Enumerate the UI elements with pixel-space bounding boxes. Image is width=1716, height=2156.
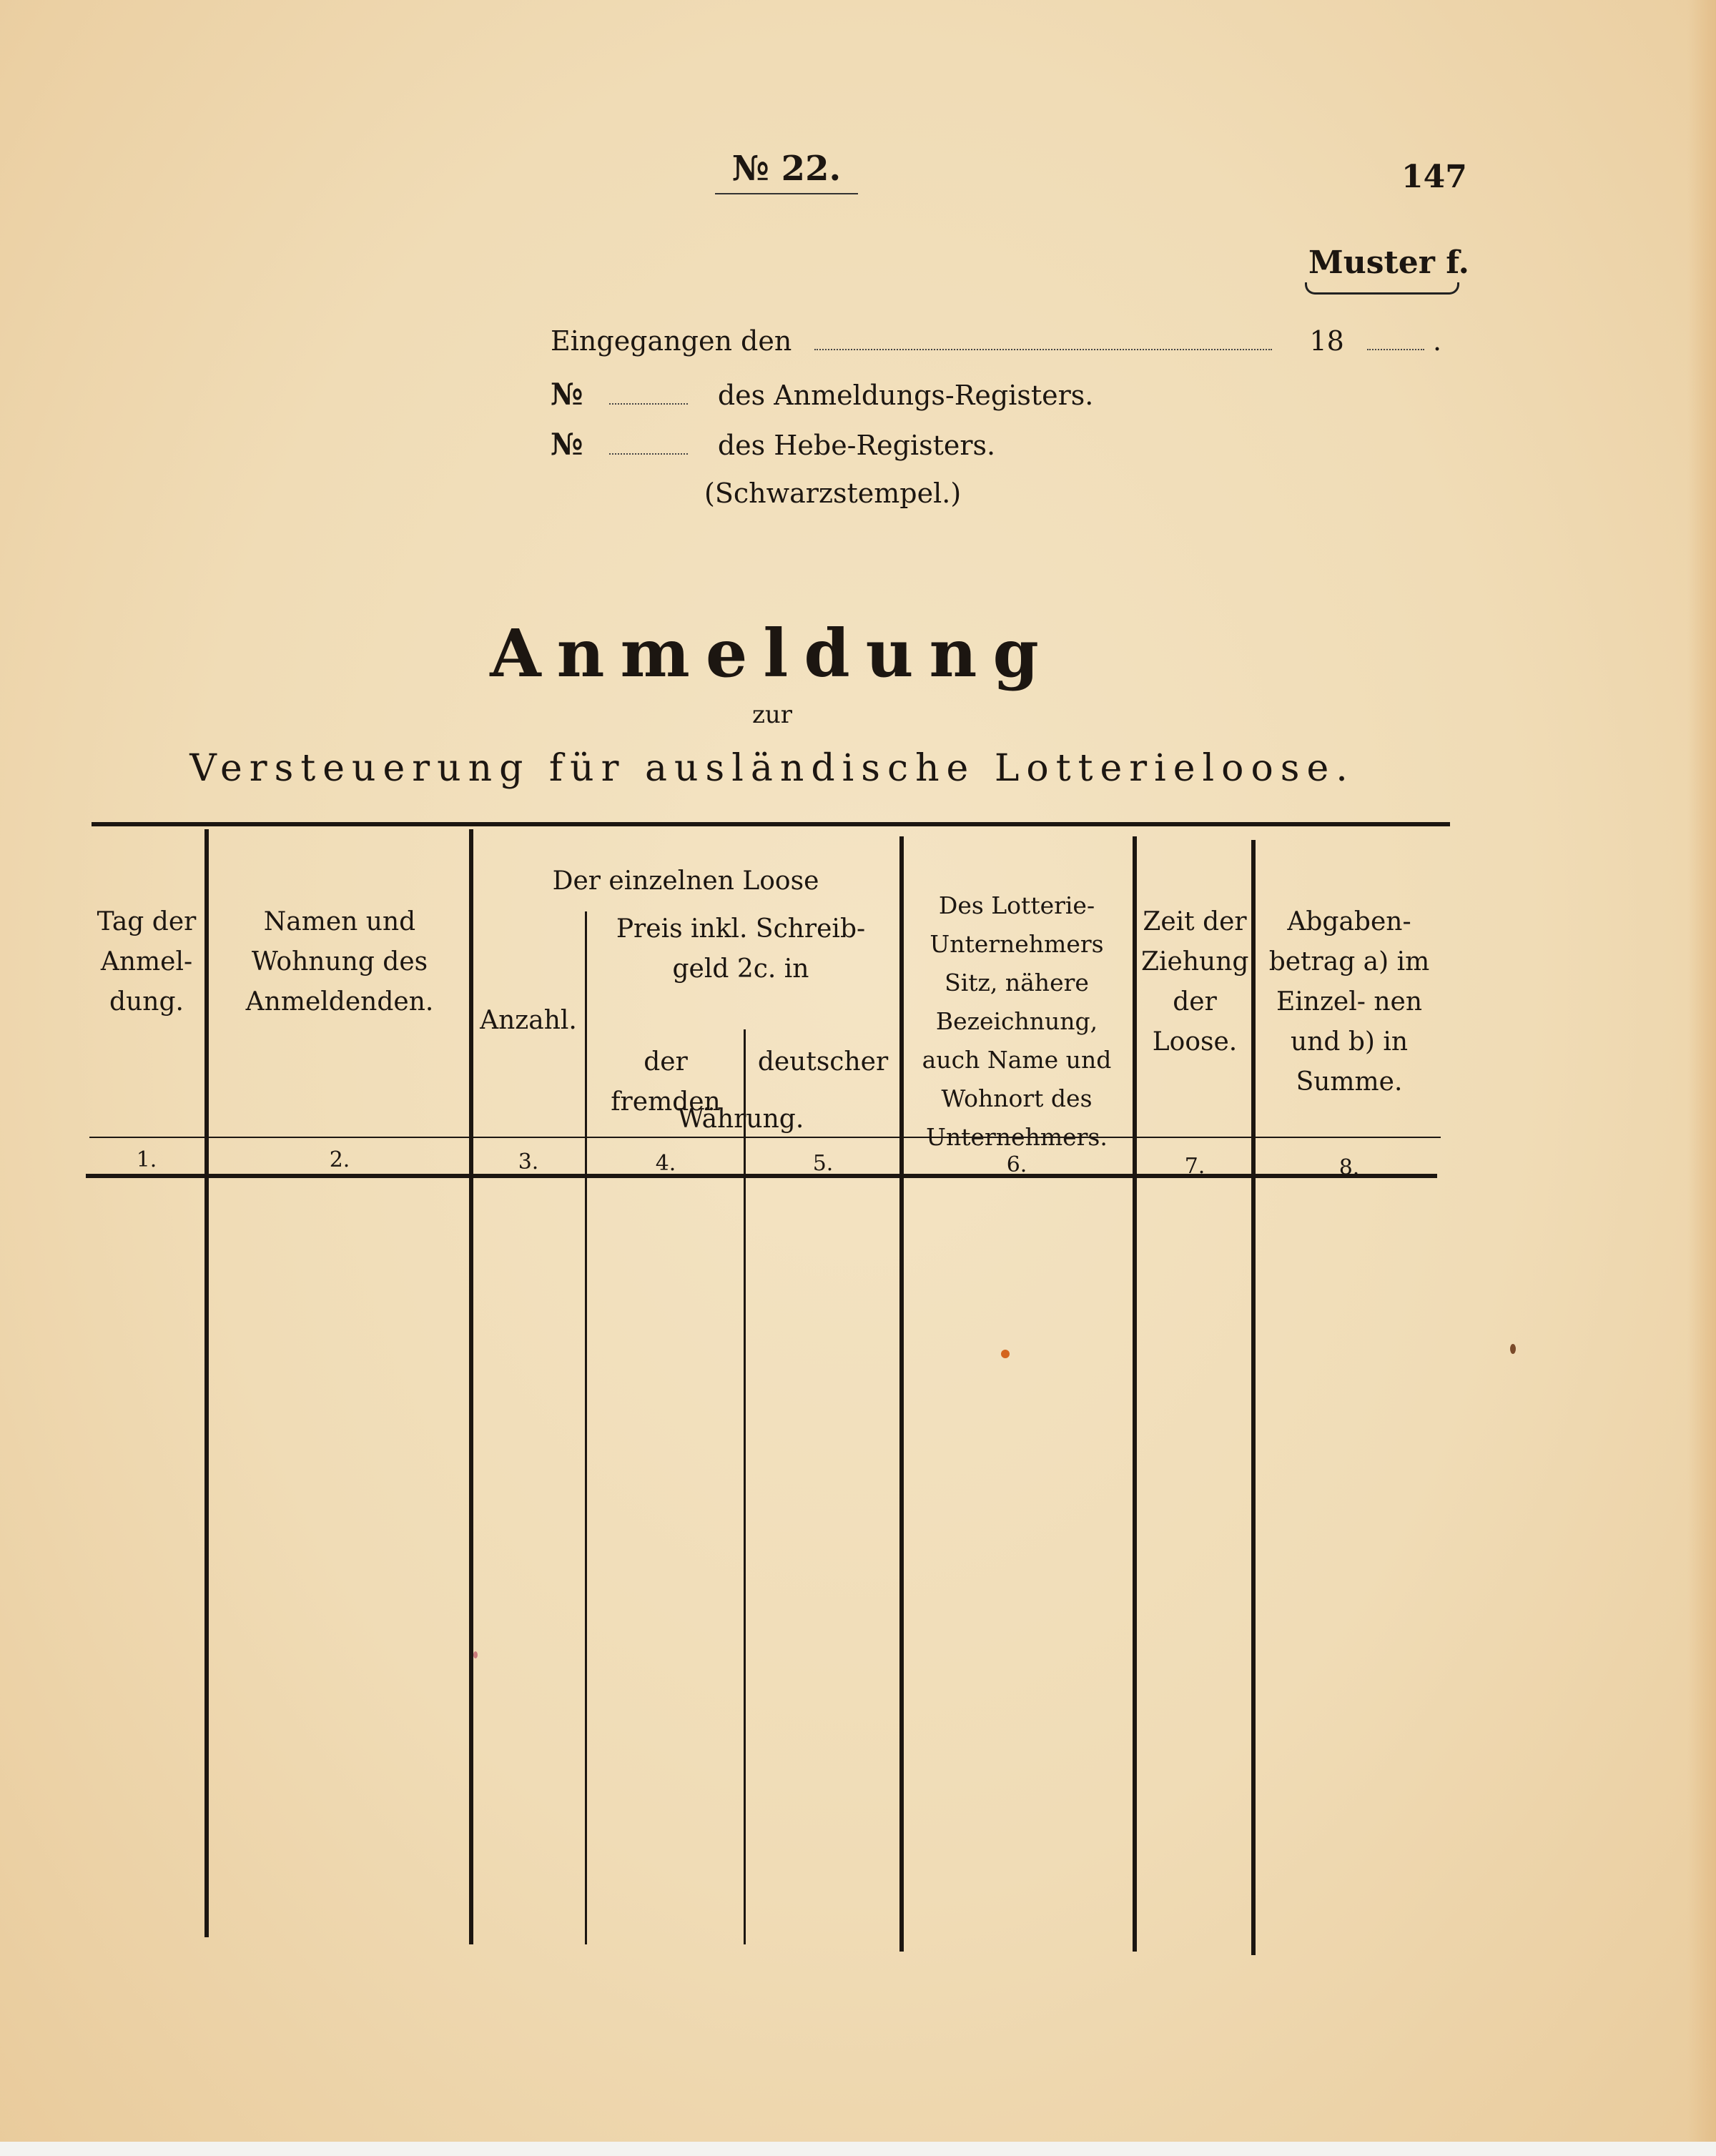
column-header-6: Des Lotterie- Unternehmers Sitz, nähere Bezeichnung, auch Name und Wohnort des Unternehmers. (922, 891, 1112, 1151)
column-number-8: 8. (1338, 1155, 1360, 1180)
register-2-blank (609, 453, 688, 455)
register-1-label: des Anmeldungs-Registers. (717, 380, 1094, 411)
column-header-3: Anzahl. (480, 1006, 577, 1035)
form-label: Muster f. (1308, 244, 1469, 281)
page-edge-right (1687, 0, 1716, 2156)
column-divider-4 (744, 1029, 746, 1944)
column-header-1: Tag der Anmel- dung. (97, 907, 197, 1017)
paper-spot (1001, 1350, 1010, 1358)
document-title: Anmeldung (490, 615, 1055, 692)
register-line-2 (551, 427, 995, 462)
form-label-brace (1305, 282, 1459, 295)
date-blank (814, 349, 1272, 350)
register-line-1 (551, 377, 1093, 412)
number-symbol: № (551, 377, 583, 412)
column-number-7: 7. (1184, 1154, 1205, 1179)
register-1-blank (609, 403, 688, 405)
year-prefix: 18 (1309, 325, 1344, 357)
register-2-label: des Hebe-Registers. (717, 430, 996, 461)
currency-footer: Währung. (677, 1104, 804, 1134)
column-number-4: 4. (655, 1151, 676, 1176)
column-header-2: Namen und Wohnung des Anmeldenden. (245, 907, 434, 1017)
column-header-8: Abgaben- betrag a) im Einzel- nen und b) in Summe. (1268, 907, 1430, 1097)
column-number-3: 3. (518, 1149, 539, 1175)
received-label: Eingegangen den (551, 325, 792, 357)
year-blank (1367, 349, 1424, 350)
price-header: Preis inkl. Schreib- geld 2c. in (616, 914, 866, 984)
column-divider-5 (899, 836, 904, 1952)
issue-number: № 22. (715, 149, 858, 194)
column-number-6: 6. (1006, 1152, 1027, 1177)
group-header: Der einzelnen Loose (552, 866, 819, 896)
column-divider-6 (1133, 836, 1137, 1952)
column-divider-7 (1251, 840, 1256, 1955)
table-top-rule (92, 822, 1450, 826)
column-divider-2 (469, 829, 473, 1944)
received-line (551, 325, 1441, 357)
column-number-2: 2. (329, 1147, 350, 1172)
page-edge-bottom (0, 2142, 1716, 2156)
column-number-1: 1. (136, 1147, 157, 1172)
document-subtitle: Versteuerung für ausländische Lotterieloose. (189, 747, 1355, 790)
stamp-note: (Schwarzstempel.) (704, 478, 962, 509)
column-header-7: Zeit der Ziehung der Loose. (1141, 907, 1249, 1057)
year-suffix: . (1433, 325, 1442, 357)
spacer (586, 902, 901, 904)
title-connector: zur (751, 701, 793, 729)
column-divider-3 (585, 911, 587, 1944)
column-divider-1 (204, 829, 209, 1937)
number-symbol: № (551, 427, 583, 462)
paper-spot (1510, 1344, 1516, 1354)
column-number-5: 5. (812, 1151, 834, 1176)
column-header-4: der fremden (611, 1047, 721, 1117)
paper-spot (473, 1651, 478, 1658)
page-number: 147 (1401, 159, 1467, 195)
column-header-5: deutscher (757, 1047, 889, 1077)
